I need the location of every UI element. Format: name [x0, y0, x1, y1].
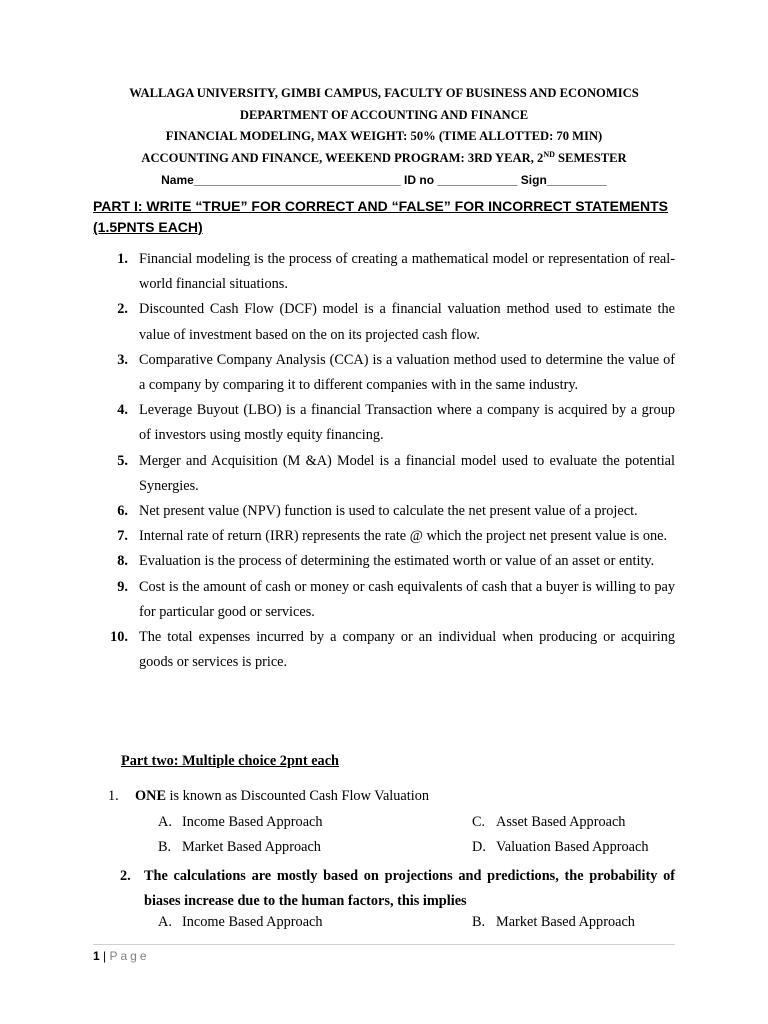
option-letter: B.: [158, 839, 172, 855]
question-item: [93, 549, 675, 574]
mc2-option-a: [158, 914, 323, 931]
option-text: Asset Based Approach: [496, 814, 626, 830]
question-text: Leverage Buyout (LBO) is a financial Transaction where a company is acquired by a group of investors using mostly equity financing.: [139, 402, 675, 444]
true-false-question-list: [93, 247, 675, 675]
option-text: Income Based Approach: [182, 814, 323, 830]
part-two-title: Part two: Multiple choice 2pnt each: [121, 753, 339, 769]
question-item: [93, 247, 675, 297]
option-letter: A.: [158, 814, 172, 830]
question-item: [93, 499, 675, 524]
question-number: 4.: [117, 402, 128, 419]
question-item: [93, 449, 675, 499]
question-text: Cost is the amount of cash or money or cash equivalents of cash that a buyer is willing to pay for particular good or services.: [139, 578, 675, 620]
mc1-option-c: [472, 814, 625, 831]
program-heading-superscript: ND: [543, 149, 555, 159]
department-heading: DEPARTMENT OF ACCOUNTING AND FINANCE: [239, 108, 529, 122]
question-text: Internal rate of return (IRR) represents the rate @ which the project net present value is one.: [139, 528, 668, 545]
question-number: 10.: [110, 629, 128, 646]
option-letter: A.: [158, 914, 172, 930]
option-text: Income Based Approach: [182, 914, 323, 930]
course-heading: FINANCIAL MODELING, MAX WEIGHT: 50% (TIME ALLOTTED: 70 MIN): [165, 129, 603, 143]
mc-question-2: [120, 864, 675, 914]
program-heading-main: ACCOUNTING AND FINANCE, WEEKEND PROGRAM: 3RD YEAR, 2: [141, 151, 544, 165]
option-letter: C.: [472, 814, 486, 830]
footer-separator: |: [99, 949, 110, 963]
page-number: 1: [93, 949, 100, 963]
question-number: 8.: [117, 553, 128, 570]
option-letter: B.: [472, 914, 486, 930]
student-info-line: Name_______________________________ ID no ____________ Sign_________: [161, 173, 607, 187]
option-text: Market Based Approach: [182, 839, 321, 855]
question-item: [93, 297, 675, 347]
question-text: Financial modeling is the process of creating a mathematical model or representation of real-world financial situations.: [139, 251, 675, 293]
question-number: 5.: [117, 452, 128, 469]
question-number: 2.: [117, 301, 128, 318]
mc-question-number: 2.: [120, 868, 131, 884]
footer-divider: [93, 944, 675, 945]
question-item: [93, 625, 675, 675]
option-letter: D.: [472, 839, 486, 855]
part-one-title: PART I: WRITE “TRUE” FOR CORRECT AND “FALSE” FOR INCORRECT STATEMENTS (1.5PNTS EACH): [93, 198, 669, 235]
question-text: Comparative Company Analysis (CCA) is a valuation method used to determine the value of a company by comparing it to different companies with in the same industry.: [139, 351, 675, 394]
question-number: 1.: [117, 251, 128, 267]
question-number: 9.: [117, 578, 128, 595]
option-text: Market Based Approach: [496, 914, 635, 930]
mc-question-text: The calculations are mostly based on projections and predictions, the probability of biases increase due to the human factors, this implies: [144, 868, 675, 910]
question-item: [93, 398, 675, 448]
mc1-option-d: [472, 839, 648, 856]
option-text: Valuation Based Approach: [496, 839, 649, 855]
page-footer: [93, 949, 150, 963]
question-number: 6.: [117, 503, 128, 520]
program-heading: [93, 151, 675, 166]
question-text: Evaluation is the process of determining the estimated worth or value of an asset or entity.: [139, 553, 655, 570]
mc-question-number: 1.: [108, 788, 119, 804]
question-number: 3.: [117, 351, 128, 368]
question-item: [93, 348, 675, 398]
question-text: Net present value (NPV) function is used to calculate the net present value of a project.: [139, 503, 638, 520]
mc1-option-b: [158, 839, 321, 856]
question-text: The total expenses incurred by a company or an individual when producing or acquiring goods or services is price.: [139, 629, 675, 671]
university-heading: WALLAGA UNIVERSITY, GIMBI CAMPUS, FACULTY OF BUSINESS AND ECONOMICS: [129, 86, 639, 100]
mc2-option-b: [472, 914, 635, 931]
question-item: [93, 524, 675, 549]
mc-question-emphasis: ONE: [135, 788, 166, 804]
question-item: [93, 575, 675, 625]
question-text: Discounted Cash Flow (DCF) model is a financial valuation method used to estimate the value of investment based on the on its projected cash flow.: [139, 301, 675, 343]
mc-question-text: is known as Discounted Cash Flow Valuation: [165, 788, 430, 804]
mc1-option-a: [158, 814, 323, 831]
mc-question-1: [108, 788, 429, 805]
program-heading-end: SEMESTER: [554, 151, 627, 165]
page-word: Page: [109, 949, 150, 963]
question-number: 7.: [117, 528, 128, 545]
question-text: Merger and Acquisition (M &A) Model is a financial model used to evaluate the potential Synergies.: [139, 452, 675, 494]
